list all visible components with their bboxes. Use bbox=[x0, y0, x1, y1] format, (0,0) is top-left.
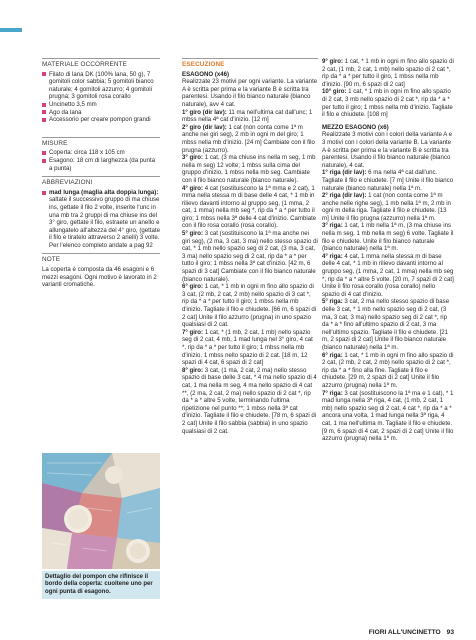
materials-heading: MATERIALE OCCORRENTE bbox=[42, 61, 127, 68]
divider bbox=[42, 253, 160, 254]
sizes-heading: MISURE bbox=[42, 139, 68, 147]
instruction-row: 7° giro: 1 cat, * (1 mb, 2 cat, 1 mb) nello spazio seg di 2 cat, 4 mb, 1 mad lunga nel 3° giro, 4 cat *, rip da * a * per tutto il giro; 1 mbss nella mb d'inizio. 1 mbss nello spazio di 2 cat. [18 m, 12 spazi di 4 cat, 6 spazi di 2 cat] bbox=[182, 328, 313, 367]
sizes-list bbox=[42, 149, 160, 172]
instruction-row: 4° riga: 4 cat, 1 mma nella stessa m di base delle 4 cat, * 1 mb in rilievo davanti intorno al gruppo seg, (1 mma, 2 cat, 1 mma) nella mb seg *, rip da * a * altre 5 volte. [20 m, 7 spazi di 2 cat] Unite il filo rosa corallo (rosa corallo) nello spazio di 4 cat d'inizio. bbox=[322, 252, 454, 298]
instruction-row: 5° riga: 3 cat, 2 ma nello stesso spazio di base delle 3 cat, * 1 mb nello spazio seg di 2 cat, (3 ma, 3 cat, 3 ma) nello spazio seg di 2 cat *, rip da * a * fino all'ultimo spazio di 2 cat, 3 ma nell'ultimo spazio. Tagliate il filo e chiudete. [21 m, 2 spazi di 2 cat] Unite il filo bianco naturale (bianco naturale) nella 1ª m. bbox=[322, 298, 450, 351]
instruction-row: 8° giro: 3 cat, (1 ma, 2 cat, 2 ma) nello stesso spazio di base delle 3 cat, * 4 ma nello spazio di 4 cat, 1 ma nella m seg, 4 ma nello spazio di 4 cat **, (2 ma, 2 cat, 2 ma) nello spazio di 2 cat *, rip da * a * altre 5 volte, terminando l'ultima ripetizione nel punto **; 1 mbss nella 3ª cat d'inizio. Tagliate il filo e chiudete. [78 m, 6 spazi di 2 cat] Unite il filo sabbia (sabbia) in uno spazio qualsiasi di 2 cat. bbox=[182, 366, 317, 435]
abbreviation-term: mad lunga (maglia alta doppia lunga): bbox=[49, 188, 159, 196]
magazine-title: FIORI ALL'UNCINETTO bbox=[368, 629, 441, 636]
divider bbox=[42, 176, 160, 177]
instruction-row: 4° giro: 4 cat (sostituiscono la 1ª mma e 2 cat), 1 mma nella stessa m di base delle 4 cat, * 1 mb in rilievo davanti intorno al gruppo seg, (1 mma, 2 cat, 1 mma) nella mb seg *, rip da * a * per tutto il giro; 1 mbss nella 3ª delle 4 cat d'inizio. Cambiate con il filo rosa corallo (rosa corallo). bbox=[182, 184, 317, 230]
instruction-row: 2° giro (dir lav): 1 cat (non conta come 1ª m anche nei giri seg), 2 mb in ogni m del giro; 1 mbss nella mb d'inizio. [24 m] Cambiate con il filo prugna (azzurro). bbox=[182, 123, 315, 154]
page-footer bbox=[369, 629, 454, 636]
abbreviation-entry bbox=[42, 189, 160, 250]
instruction-row: 1° riga (dir lav): 6 ma nella 4ª cat dall'unc. Tagliate il filo e chiudete. [7 m] Unite il filo bianco naturale (bianco naturale) nella 1ª m. bbox=[322, 169, 454, 192]
instruction-row: 6° giro: 1 cat, * 1 mb in ogni m fino allo spazio di 3 cat, (2 mb, 2 cat, 2 mb) nello spazio di 3 cat *, rip da * a * per tutto il giro; 1 mbss nella mb d'inizio. Tagliate il filo e chiudete. [66 m, 6 spazi di 2 cat] Unite il filo azzurro (prugna) in uno spazio qualsiasi di 2 cat. bbox=[182, 283, 317, 329]
column-materials bbox=[42, 58, 160, 289]
instruction-row: 7° riga: 3 cat (sostituiscono la 1ª ma e 1 cat), * 1 mad lunga nella 3ª riga, 4 cat, (1 mb, 2 cat, 1 mb) nello spazio seg di 2 cat, 4 cat *, rip da * a * ancora una volta, 1 mad lunga nella 3ª riga, 4 cat, 1 ma nell'ultima m. Tagliate il filo e chiudete. [9 m, 6 spazi di 4 cat, 2 spazi di 2 cat] Unite il filo azzurro (prugna) nella 1ª m. bbox=[322, 389, 454, 443]
half-hexagon-intro: Realizzate 3 motivi con i colori della variante A e 3 motivi con i colori della variante B. La variante A è scritta per prima e la variante B è scritta tra parentesi. Usando il filo bianco naturale (bianco naturale), 4 cat. bbox=[322, 131, 453, 169]
list-item: Coperta: circa 118 x 105 cm bbox=[42, 149, 160, 157]
pink-square-bullet-icon bbox=[42, 191, 46, 195]
notes-text: La coperta è composta da 46 esagoni e 6 mezzi esagoni. Ogni motivo è lavorato in 2 varianti cromatiche. bbox=[42, 266, 157, 289]
list-item: Filato di lana DK (100% lana, 50 g), 7 gomitoli color sabbia; 5 gomitoli bianco naturale; 4 gomitoli azzurro; 4 gomitoli prugna; 3 gomitoli rosa corallo bbox=[42, 71, 160, 101]
hexagon-heading: ESAGONO (x46) bbox=[182, 70, 230, 78]
divider bbox=[182, 58, 318, 59]
execution-heading: ESECUZIONE bbox=[182, 61, 225, 68]
pink-square-bullet-icon bbox=[42, 151, 46, 155]
hexagon-intro: Realizzate 23 motivi per ogni variante. La variante A è scritta per prima e la variante B è scritta tra parentesi. Usando il filo bianco naturale (bianco naturale), avv 4 cat. bbox=[182, 78, 318, 108]
column-continued bbox=[322, 58, 454, 443]
instruction-row: 1° giro (dir lav): 11 ma nell'ultima cat dall'unc; 1 mbss nella 4ª cat d'inizio. [12 m] bbox=[182, 108, 313, 124]
page-number: 93 bbox=[446, 629, 454, 636]
instruction-row: 9° giro: 1 cat, * 1 mb in ogni m fino allo spazio di 2 cat, (1 mb, 2 cat, 1 mb) nello spazio di 2 cat *, rip da * a * per tutto il giro, 1 mbss nella mb d'inizio. [90 m, 6 spazi di 2 cat] bbox=[322, 58, 454, 88]
list-item: Accessorio per creare pompon grandi bbox=[42, 116, 160, 124]
pink-square-bullet-icon bbox=[42, 118, 46, 122]
abbreviation-text: saltate il successivo gruppo di ma chiuse ins, gettate il filo 2 volte, inserite l'unc in una mb tra 2 gruppi di ma chiuse ins del 3° giro, gettate il filo, estraete un anello e allungatelo all'altezza del 4° giro, (gettate il filo e tiratelo attraverso 2 anelli) 3 volte. Per l'elenco completo andate a pag 92 bbox=[49, 196, 160, 249]
abbreviations-heading: ABBREVIAZIONI bbox=[42, 179, 93, 187]
pink-square-bullet-icon bbox=[42, 72, 46, 76]
pink-square-bullet-icon bbox=[42, 103, 46, 107]
pink-square-bullet-icon bbox=[42, 110, 46, 114]
column-execution bbox=[182, 58, 318, 435]
instruction-row: 5° giro: 3 cat (sostituiscono la 1ª ma anche nei giri seg), (2 ma, 3 cat, 3 ma) nello stesso spazio di cat, * 1 mb nello spazio seg di 2 cat, (3 ma, 3 cat, 3 ma) nello spazio seg di 2 cat, rip da * a * per tutto il giro; 1 mbss nella 3ª cat d'inizio. [42 m, 6 spazi di 3 cat] Cambiate con il filo bianco naturale (bianco naturale). bbox=[182, 230, 318, 283]
instruction-row: 3° riga: 1 cat, 1 mb nella 1ª m, (3 ma chiuse ins nella m seg, 1 mb nella m seg) 6 volte. Tagliate il filo e chiudete. Unite il filo bianco naturale (bianco naturale) nella 1ª m. bbox=[322, 222, 454, 253]
list-item: Esagono: 18 cm di larghezza (da punta a punta) bbox=[42, 157, 160, 172]
list-item: Ago da lana bbox=[42, 109, 160, 117]
top-accent-bar bbox=[0, 28, 22, 32]
pink-square-bullet-icon bbox=[42, 159, 46, 163]
divider bbox=[42, 58, 160, 59]
instruction-row: 10° giro: 1 cat, * 1 mb in ogni m fino allo spazio di 2 cat, 3 mb nello spazio di 2 cat *, rip da * a * per tutto il giro; 1 mbss nella mb d'inizio. Tagliate il filo e chiudete. [108 m] bbox=[322, 88, 453, 119]
pompon-detail-photo bbox=[42, 453, 160, 569]
half-hexagon-heading: MEZZO ESAGONO (x6) bbox=[322, 123, 389, 131]
photo-caption: Dettaglio del pompon che rifinisce il bordo della coperta: cuoitene uno per ogni punta di esagono. bbox=[42, 571, 160, 599]
instruction-row: 6° riga: 1 cat, * 1 mb in ogni m fino allo spazio di 2 cat, (2 mb, 2 cat, 2 mb) nello spazio di 2 cat *, rip da * a * fino alla fine. Tagliate il filo e chiudete. [29 m, 2 spazi di 2 cat] Unite il filo azzurro (prugna) nella 1ª m. bbox=[322, 351, 454, 389]
list-item: Uncinetto 3,5 mm bbox=[42, 101, 160, 109]
instruction-row: 2° riga (dir lav): 1 cat (non conta come 1ª m anche nelle righe seg), 1 mb nella 1ª m, 2 mb in ogni m della riga. Tagliate il filo e chiudete. [13 m] Unite il filo prugna (azzurro) nella 1ª m. bbox=[322, 192, 451, 222]
materials-list bbox=[42, 71, 160, 124]
blanket-photo-image bbox=[42, 453, 160, 569]
divider bbox=[42, 137, 160, 138]
instruction-row: 3° giro: 1 cat, (3 ma chiuse ins nella m seg, 1 mb nella m seg) 12 volte; 1 mbss sulla cima del gruppo d'inizio, 1 mbss nella mb seg. Cambiate con il filo bianco naturale (bianco naturale). bbox=[182, 154, 316, 184]
notes-heading: NOTE bbox=[42, 256, 61, 264]
